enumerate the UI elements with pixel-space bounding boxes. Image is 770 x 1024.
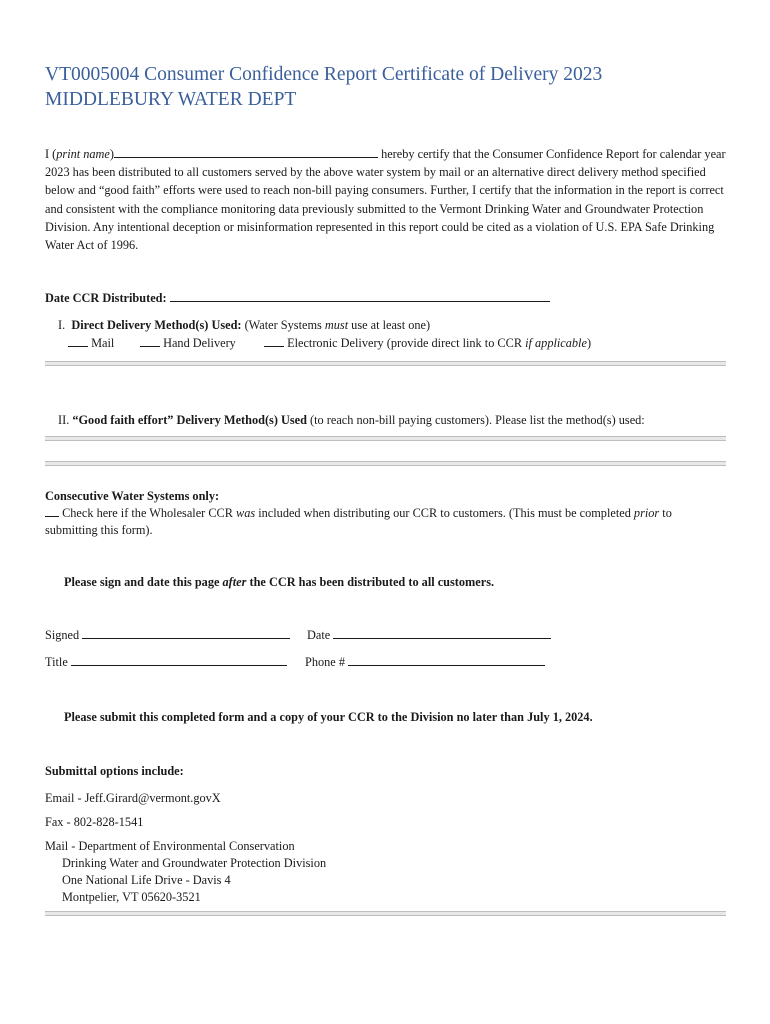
divider (45, 361, 726, 366)
submittal-email: Email - Jeff.Girard@vermont.govX (45, 791, 221, 805)
title-line-1: VT0005004 Consumer Confidence Report Certificate of Delivery 2023 (45, 64, 603, 85)
title-line-2: MIDDLEBURY WATER DEPT (45, 89, 297, 110)
consecutive-check-row: Check here if the Wholesaler CCR was included when distributing our CCR to customers. (This must be completed prior to (45, 505, 672, 522)
signed-row: Signed (45, 627, 290, 644)
submittal-fax: Fax - 802-828-1541 (45, 815, 144, 829)
title-row: Title (45, 654, 287, 671)
date-distributed-field[interactable] (170, 290, 550, 302)
date-field[interactable] (333, 627, 551, 639)
address-line: Montpelier, VT 05620-3521 (62, 890, 201, 904)
title-field[interactable] (71, 654, 287, 666)
print-name-field[interactable] (114, 146, 378, 158)
certification-body: hereby certify that the Consumer Confidence Report for calendar year 2023 has been distributed to all customers served by the above water system by mail or an alternative direct delivery method specified below and “good faith” efforts were used to reach non-bill paying consumers. Further, I certify that the information in the report is correct and consistent with the compliance monitoring data previously submitted to the Vermont Drinking Water and Groundwater Protection Division. Any intentional deception or misinformation represented in this report could be cited as a violation of U.S. EPA Safe Drinking Water Act of 1996. (45, 147, 726, 253)
sign-instruction: Please sign and date this page after the CCR has been distributed to all customers. (64, 575, 495, 589)
signed-field[interactable] (82, 627, 290, 639)
wholesaler-checkbox-blank[interactable] (45, 505, 59, 517)
date-row: Date (307, 627, 551, 644)
date-distributed-row (45, 290, 550, 307)
phone-row: Phone # (305, 654, 545, 671)
consecutive-line-2: submitting this form). (45, 523, 153, 537)
print-name-hint: print name (56, 147, 110, 161)
submittal-mail: Mail - Department of Environmental Conservation (45, 839, 295, 853)
address-line: Drinking Water and Groundwater Protection Division (62, 856, 327, 870)
consecutive-heading: Consecutive Water Systems only: (45, 489, 220, 503)
submittal-heading: Submittal options include: (45, 764, 184, 778)
divider (45, 911, 726, 916)
date-distributed-label: Date CCR Distributed: (45, 291, 170, 305)
phone-field[interactable] (348, 654, 545, 666)
option-hand-delivery[interactable]: Hand Delivery (140, 335, 236, 352)
hand-delivery-checkbox-blank[interactable] (140, 335, 160, 347)
good-faith-heading: II. “Good faith effort” Delivery Method(s) Used (to reach non-bill paying customers). Please list the method(s) used: (58, 413, 645, 427)
mail-checkbox-blank[interactable] (68, 335, 88, 347)
electronic-checkbox-blank[interactable] (264, 335, 284, 347)
direct-delivery-heading: I. Direct Delivery Method(s) Used: (Water Systems must use at least one) (58, 318, 431, 332)
certification-paragraph: I (print name) hereby certify that the Consumer Confidence Report for calendar year 2023 has been distributed to all customers served by the above water system by mail or an alternative direct delivery method specified below and “good faith” efforts were used to reach non-bill paying consumers. Further, I certify that the information in the report is correct and consistent with the compliance monitoring data previously submitted to the Vermont Drinking Water and Groundwater Protection Division. Any intentional deception or misinformation represented in this report could be cited as a violation of U.S. EPA Safe Drinking Water Act of 1996. (45, 147, 726, 253)
option-mail[interactable]: Mail (68, 335, 114, 352)
good-faith-line-2[interactable] (45, 461, 726, 466)
option-electronic-delivery[interactable]: Electronic Delivery (provide direct link to CCR if applicable) (264, 335, 591, 352)
good-faith-line-1[interactable] (45, 436, 726, 441)
submit-instruction: Please submit this completed form and a copy of your CCR to the Division no later than July 1, 2024. (64, 710, 593, 724)
address-line: One National Life Drive - Davis 4 (62, 873, 231, 887)
document-title (45, 62, 602, 112)
